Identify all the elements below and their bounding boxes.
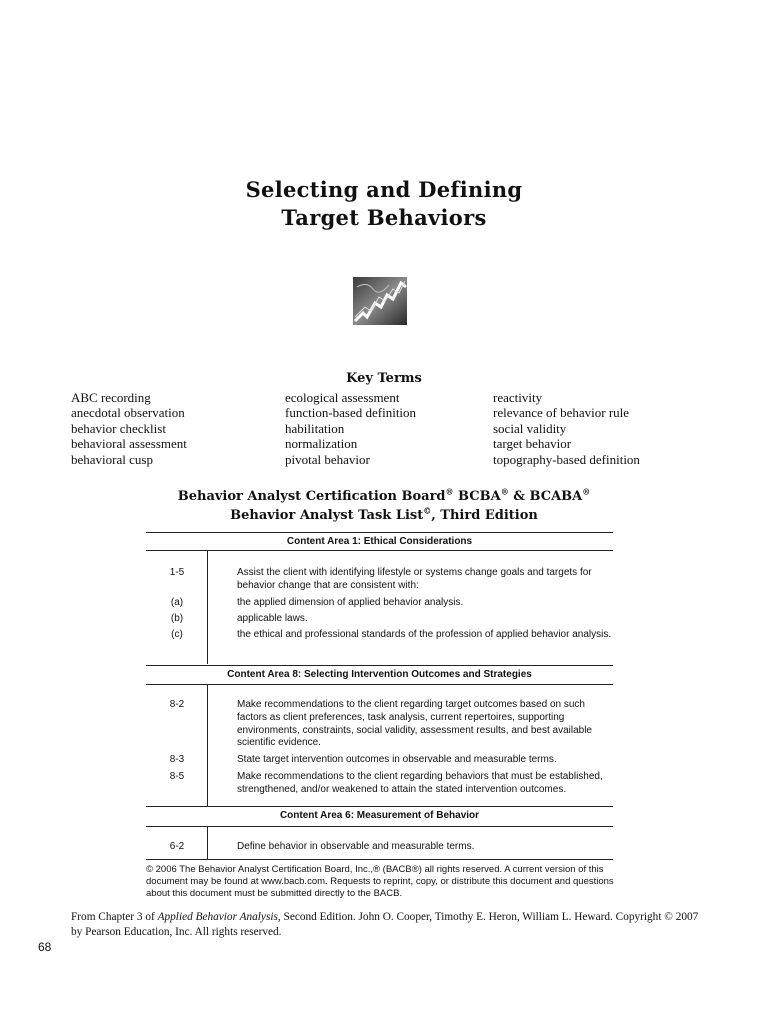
key-term: habilitation <box>285 420 345 436</box>
page-number: 68 <box>38 940 52 954</box>
task-code: (a) <box>170 597 184 608</box>
task-description: Assist the client with identifying lifestyle or systems change goals and targets for behavior change that are consistent with: <box>237 567 592 591</box>
content-area-6-heading: Content Area 6: Measurement of Behavior <box>279 810 480 821</box>
task-code: 8-2 <box>169 699 185 710</box>
key-term: behavior checklist <box>71 420 166 436</box>
key-term: function-based definition <box>285 405 417 421</box>
key-term: social validity <box>493 420 567 436</box>
task-code: (c) <box>171 629 183 640</box>
task-code: (b) <box>170 613 184 624</box>
task-description: applicable laws. <box>237 613 308 624</box>
chapter-title-line-1: Selecting and Defining <box>245 177 523 202</box>
task-code: 1-5 <box>169 567 185 578</box>
key-terms-column-1 <box>71 390 187 467</box>
chapter-title-line-2: Target Behaviors <box>281 205 487 230</box>
table-rule <box>146 826 613 827</box>
content-area-1-heading: Content Area 1: Ethical Considerations <box>286 536 473 547</box>
task-code: 8-5 <box>169 771 185 782</box>
bacb-copyright-notice: © 2006 The Behavior Analyst Certification Board, Inc.,® (BACB®) all rights reserved. A current version of this document may be found at www.bacb.com. Requests to reprint, copy, or distribute this document and questions about this document must be submitted directly to the BACB. <box>146 864 614 899</box>
task-code: 6-2 <box>169 841 185 852</box>
rising-graph-chapter-icon <box>353 277 407 325</box>
column-divider <box>207 550 208 664</box>
task-description: the ethical and professional standards of the profession of applied behavior analysis. <box>237 629 612 640</box>
key-term: topography-based definition <box>493 451 640 467</box>
task-description: Make recommendations to the client regarding target outcomes based on such factors as client preferences, task analysis, current repertoires, supporting environments, constraints, social validity, assessment results, and best available scientific evidence. <box>237 699 592 749</box>
key-term: ABC recording <box>71 390 151 405</box>
key-term: relevance of behavior rule <box>493 405 630 421</box>
key-terms-heading: Key Terms <box>346 371 422 386</box>
key-term: behavioral cusp <box>71 451 153 467</box>
key-term: pivotal behavior <box>285 451 370 467</box>
task-description: the applied dimension of applied behavior analysis. <box>237 597 464 608</box>
key-term: behavioral assessment <box>71 436 187 452</box>
task-description: State target intervention outcomes in observable and measurable terms. <box>237 754 557 765</box>
chapter-title <box>0 176 768 232</box>
column-divider <box>207 684 208 806</box>
table-rule <box>146 532 613 533</box>
task-list-heading <box>0 487 768 525</box>
table-rule <box>146 806 613 807</box>
content-area-8-heading: Content Area 8: Selecting Intervention Outcomes and Strategies <box>227 669 532 680</box>
task-description: Make recommendations to the client regarding behaviors that must be established, strengthened, and/or weakened to attain the stated intervention outcomes. <box>237 771 603 795</box>
task-code: 8-3 <box>169 754 185 765</box>
key-term: reactivity <box>493 390 543 405</box>
table-rule <box>146 665 613 666</box>
column-divider <box>207 826 208 859</box>
key-term: target behavior <box>493 436 572 452</box>
task-list-heading-line-2: Behavior Analyst Task List©, Third Edition <box>230 505 538 523</box>
source-citation: From Chapter 3 of Applied Behavior Analysis, Second Edition. John O. Cooper, Timothy E. Heron, William L. Heward. Copyright © 2007 by Pearson Education, Inc. All rights reserved. <box>71 911 699 938</box>
key-term: anecdotal observation <box>71 405 185 421</box>
table-rule <box>146 550 613 551</box>
key-terms-column-2 <box>285 390 416 467</box>
task-list-heading-line-1: Behavior Analyst Certification Board® BCBA® & BCABA® <box>177 486 591 504</box>
table-rule <box>146 859 613 860</box>
key-term: ecological assessment <box>285 390 400 405</box>
table-rule <box>146 684 613 685</box>
task-description: Define behavior in observable and measurable terms. <box>237 841 475 852</box>
key-term: normalization <box>285 436 358 452</box>
key-terms-column-3 <box>493 390 640 467</box>
